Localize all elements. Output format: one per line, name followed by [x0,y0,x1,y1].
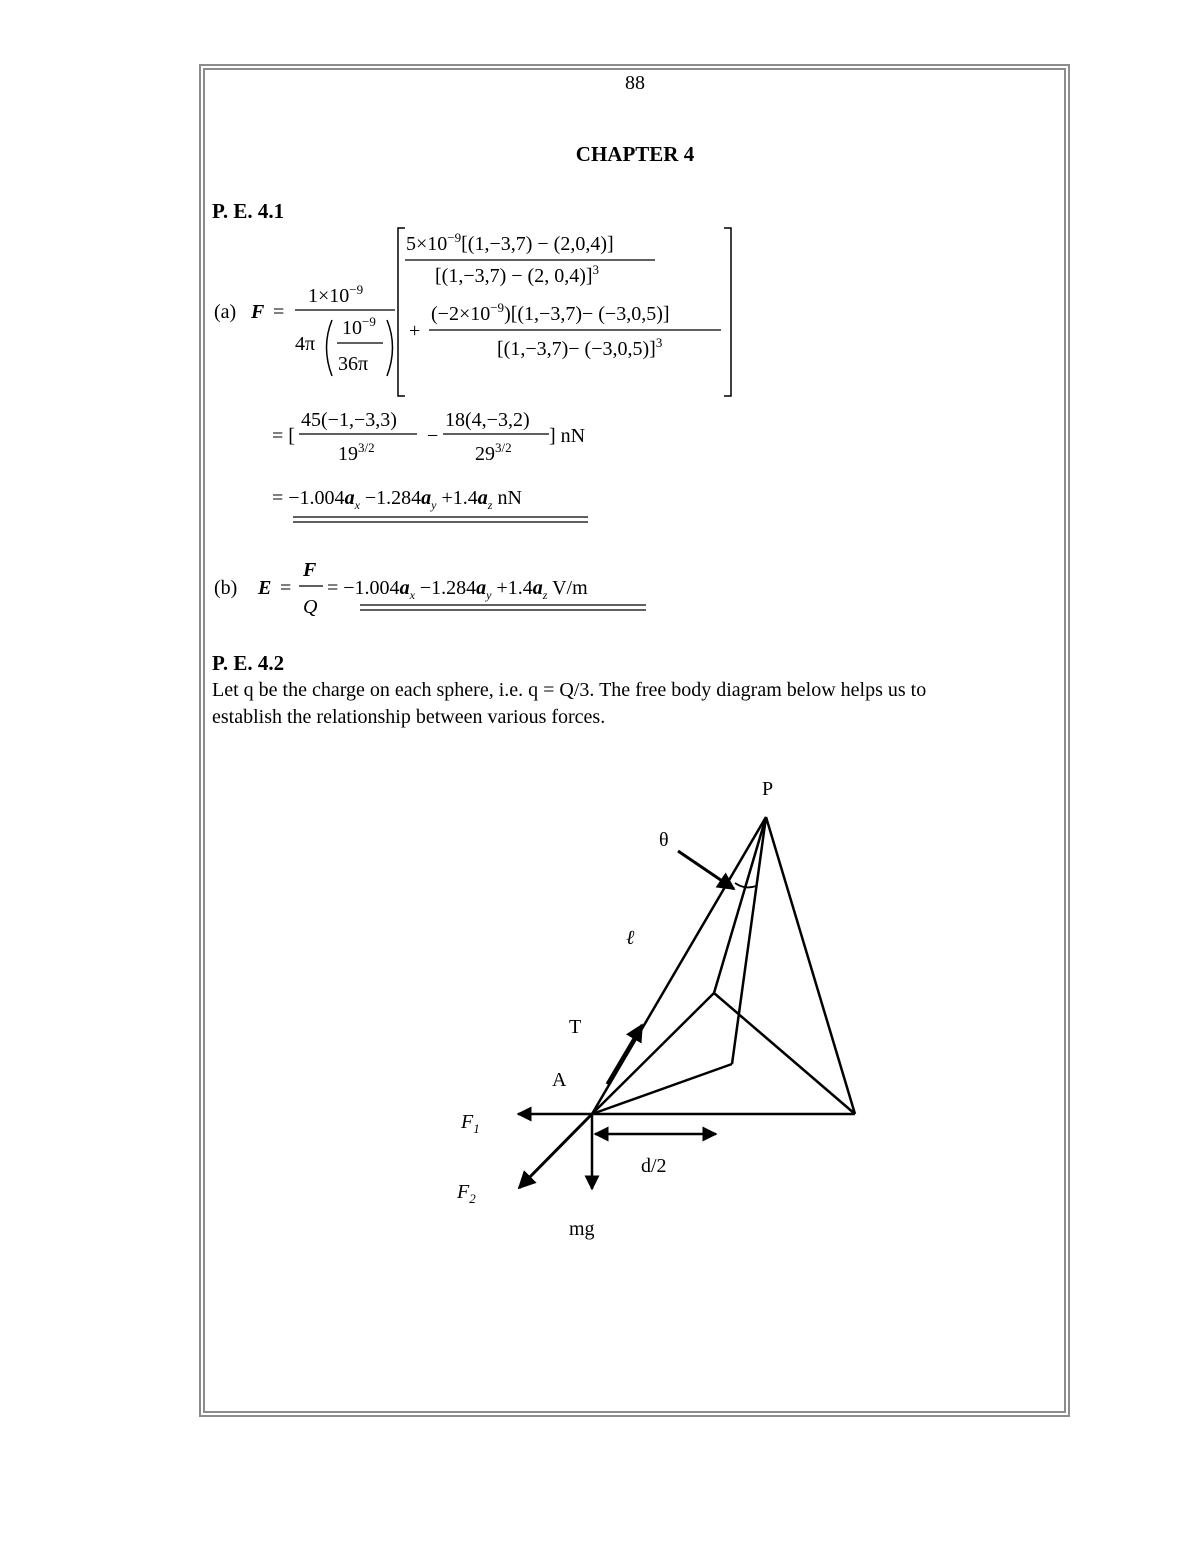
equals-sign: = [273,301,285,323]
pe41-heading: P. E. 4.1 [212,199,285,223]
step2-frac1-numerator: 45(−1,−3,3) [301,409,397,431]
theta-pointer-arrow [678,851,734,889]
eps-numerator: $10^{-9}$ [342,314,376,339]
term1-numerator: $5\times 10^{-9}[(1,-3,7) - (2,0,4)]$ [406,230,614,255]
eps-denominator: 36π [338,353,369,375]
step2-suffix: ] nN [549,425,586,447]
label-f1: $F_1$ [461,1111,480,1136]
step2-frac1-denominator: $19^{3/2}$ [338,440,375,465]
coef-numerator: $1\times 10^{-9}$ [308,282,364,307]
string-center-line [732,817,766,1064]
pe42-line-2: establish the relationship between various forces. [212,706,606,728]
string-right-line [766,817,855,1114]
label-theta: θ [659,829,669,851]
label-mg: mg [569,1218,595,1240]
label-a: A [552,1069,567,1091]
string-a-line [592,817,766,1114]
plus-sign: + [409,320,421,342]
f-symbol: F [251,301,265,323]
frac-q: Q [303,596,318,618]
label-p: P [762,778,774,800]
step2-frac2-numerator: 18(4,−3,2) [445,409,530,431]
step2-frac2-denominator: $29^{3/2}$ [475,440,512,465]
label-d-half: d/2 [641,1155,667,1177]
label-ell: ℓ [626,927,635,949]
part-b-label: (b) [214,577,238,599]
term1-denominator: [(1,−3,7) − (2, 0,4)]$^3$ [435,262,600,287]
page-number: 88 [625,72,645,94]
pe42-line-1: Let q be the charge on each sphere, i.e. q = Q/3. The free body diagram below helps us to [212,679,927,701]
base-back-edge [714,993,855,1114]
label-f2: $F_2$ [457,1181,476,1206]
chapter-title: CHAPTER 4 [575,142,695,166]
term2-numerator: $(-2\times 10^{-9})[(1,-3,7)- (-3,0,5)]$ [431,300,670,325]
step2-minus: − [427,425,439,447]
string-back-line [714,817,766,993]
step2-prefix: = [ [272,425,295,447]
frac-f: F [303,559,317,581]
part-a-label: (a) [214,301,237,323]
tension-arrow [607,1025,642,1084]
label-t: T [569,1016,582,1038]
result-b: = $-1.004a_x -1.284a_y +1.4a_z$ V/m [327,577,588,602]
f2-arrow [519,1114,592,1188]
part-b-equals: = [280,577,292,599]
e-symbol: E [258,577,272,599]
pe42-heading: P. E. 4.2 [212,651,285,675]
coef-four-pi: 4π [295,333,316,355]
result-a: = $-1.004a_x -1.284a_y +1.4a_z$ nN [272,487,522,512]
term2-denominator: $[(1,-3,7)- (-3,0,5)]^3$ [497,335,663,360]
